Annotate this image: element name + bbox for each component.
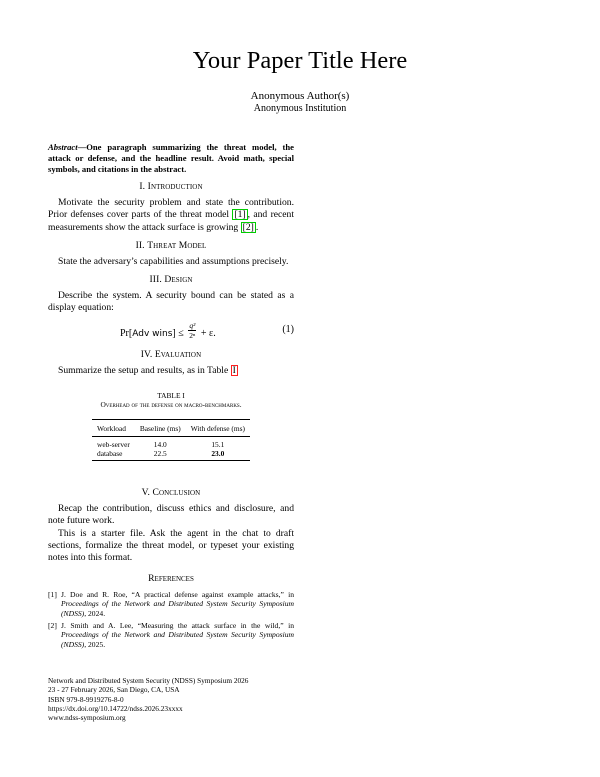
table-row xyxy=(92,449,250,461)
section-heading-evaluation xyxy=(48,349,294,361)
table-cell: web-server xyxy=(97,440,130,450)
section-number: III. xyxy=(149,274,162,286)
reference-year: , 2025. xyxy=(84,639,106,649)
section-number: IV. xyxy=(140,348,153,360)
table-cell: 15.1 xyxy=(211,440,225,450)
reference-authors: J. Doe and R. Roe, “A practical defense against example attacks,” in xyxy=(61,589,294,599)
intro-text-2: , and recent measurements show the attack surface is growing xyxy=(48,209,295,233)
table-cell: database xyxy=(97,449,123,459)
reference-item xyxy=(48,590,294,619)
section-title: Evaluation xyxy=(154,348,202,360)
paper-title: Your Paper Title Here xyxy=(192,47,408,74)
conclusion-paragraph-2: This is a starter file. Ask the agent in the chat to draft sections, formalize the threat model, or typeset your existing notes into this format. xyxy=(48,527,294,564)
reference-year: , 2024. xyxy=(84,609,106,619)
citation-link-1[interactable]: [1] xyxy=(234,209,246,221)
section-heading-design xyxy=(48,274,294,286)
author-affiliation: Anonymous Institution xyxy=(253,103,347,114)
section-title: Introduction xyxy=(147,181,203,192)
table-cell: 14.0 xyxy=(153,440,167,450)
display-equation xyxy=(48,318,294,346)
reference-venue: Proceedings of the Network and Distributed System Security Symposium (NDSS) xyxy=(61,630,294,649)
abstract-label: Abstract xyxy=(48,142,78,152)
section-title: Conclusion xyxy=(152,487,201,499)
section-heading-conclusion xyxy=(48,487,294,499)
equation-body xyxy=(120,320,216,343)
reference-number: [1] xyxy=(48,589,57,599)
eq-fraction xyxy=(188,321,196,340)
equation-number: (1) xyxy=(282,323,294,335)
eq-left-bracket: [ xyxy=(128,327,133,339)
evaluation-text: Summarize the setup and results, as in Table xyxy=(58,364,231,376)
footer-line: ISBN 979-8-9919276-8-0 xyxy=(48,694,124,704)
intro-paragraph xyxy=(48,197,294,234)
abstract xyxy=(48,142,294,175)
threat-paragraph: State the adversary’s capabilities and assumptions precisely. xyxy=(58,255,289,267)
eq-right-bracket: ] xyxy=(172,327,176,339)
author-name: Anonymous Author(s) xyxy=(250,90,350,102)
design-paragraph: Describe the system. A security bound can be stated as a display equation: xyxy=(48,290,294,314)
footer-line: Network and Distributed System Security (NDSS) Symposium 2026 xyxy=(48,676,249,685)
section-number: II. xyxy=(135,239,145,251)
section-number: V. xyxy=(141,487,150,499)
reference-venue: Proceedings of the Network and Distributed System Security Symposium (NDSS) xyxy=(61,599,294,619)
table-header: Baseline (ms) xyxy=(139,424,181,434)
section-title: Threat Model xyxy=(147,239,207,251)
table-cell: 23.0 xyxy=(211,449,225,459)
table-label: TABLE I xyxy=(157,391,185,401)
table-caption-text: Overhead of the defense on macro-benchmarks. xyxy=(100,400,242,410)
references-heading: References xyxy=(148,572,194,584)
table-header: Workload xyxy=(97,424,126,434)
footer-doi-link[interactable]: https://dx.doi.org/10.14722/ndss.2026.23xxxx xyxy=(48,703,183,713)
reference-item xyxy=(48,621,294,650)
reference-authors: J. Smith and A. Lee, “Measuring the attack surface in the wild,” in xyxy=(61,620,294,630)
table-caption xyxy=(48,391,294,409)
eq-event: Adv wins xyxy=(132,328,173,339)
intro-text-3: . xyxy=(255,221,259,233)
eq-numerator: q² xyxy=(189,320,196,330)
section-heading-introduction xyxy=(48,181,294,193)
evaluation-paragraph xyxy=(48,365,294,377)
section-title: Design xyxy=(164,274,193,286)
eq-rest: + ε. xyxy=(200,327,216,339)
table-header: With defense (ms) xyxy=(190,424,245,434)
citation-link-2[interactable]: [2] xyxy=(242,221,254,233)
eq-denominator: 2ⁿ xyxy=(189,330,196,340)
table-cell: 22.5 xyxy=(153,449,167,459)
table-header-row xyxy=(92,420,250,437)
reference-number: [2] xyxy=(48,620,57,630)
table-reference-link[interactable]: I xyxy=(232,364,236,376)
section-heading-threat-model xyxy=(48,240,294,252)
intro-text: Motivate the security problem and state the contribution. Prior defenses cover parts of the threat model xyxy=(48,197,294,221)
conclusion-paragraph: Recap the contribution, discuss ethics and disclosure, and note future work. xyxy=(48,503,294,527)
abstract-text: —One paragraph summarizing the threat model, the attack or defense, and the headline result. Avoid math, special symbols, and citations in the abstract. xyxy=(48,142,294,174)
copyright-footer xyxy=(48,676,348,722)
section-number: I. xyxy=(139,181,146,192)
footer-website-link[interactable]: www.ndss-symposium.org xyxy=(48,713,126,723)
table-row xyxy=(92,437,250,450)
results-table xyxy=(92,419,250,461)
left-column xyxy=(48,142,294,651)
footer-line: 23 - 27 February 2026, San Diego, CA, USA xyxy=(48,685,180,695)
eq-pr: Pr xyxy=(120,327,129,339)
eq-leq: ≤ xyxy=(178,327,184,339)
